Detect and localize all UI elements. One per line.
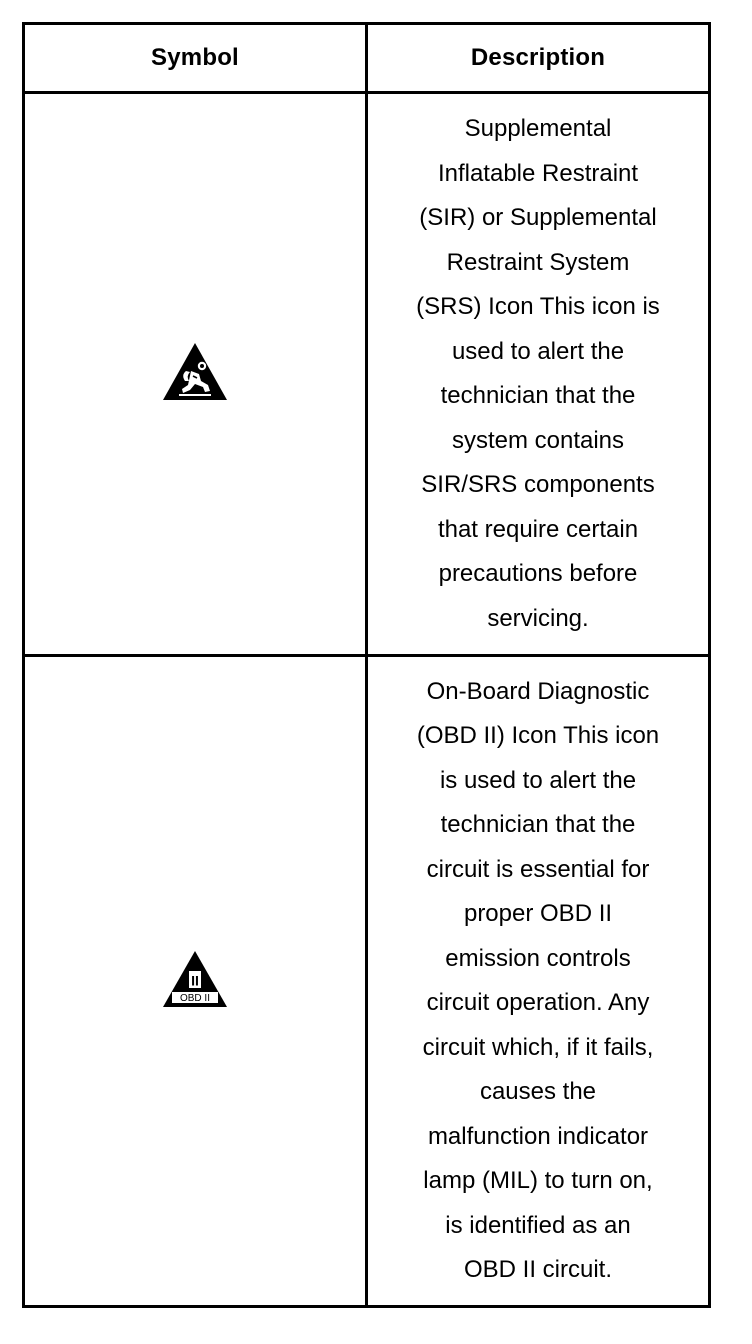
description-cell-sir: Supplemental Inflatable Restraint (SIR) or Supplemental Restraint System (SRS) Icon This icon is used to alert the technician that the system contains SIR/SRS components that require certain precautions before servicing.: [367, 93, 710, 656]
obd-ii-warning-icon: [161, 949, 229, 1009]
sir-srs-airbag-warning-icon: [161, 341, 229, 403]
symbol-cell: [24, 93, 367, 656]
table-row: [24, 93, 710, 656]
symbol-description-table: [22, 22, 711, 1308]
table-row: [24, 656, 710, 1307]
header-symbol: Symbol: [24, 24, 367, 93]
obd-icon-numeral: II: [191, 972, 199, 988]
description-cell-obd: On-Board Diagnostic (OBD II) Icon This icon is used to alert the technician that the circuit is essential for proper OBD II emission controls circuit operation. Any circuit which, if it fails, causes the malfunction indicator lamp (MIL) to turn on, is identified as an OBD II circuit.: [367, 656, 710, 1307]
obd-icon-label: OBD II: [179, 992, 211, 1004]
symbol-cell: [24, 656, 367, 1307]
header-description: Description: [367, 24, 710, 93]
table-header-row: [24, 24, 710, 93]
